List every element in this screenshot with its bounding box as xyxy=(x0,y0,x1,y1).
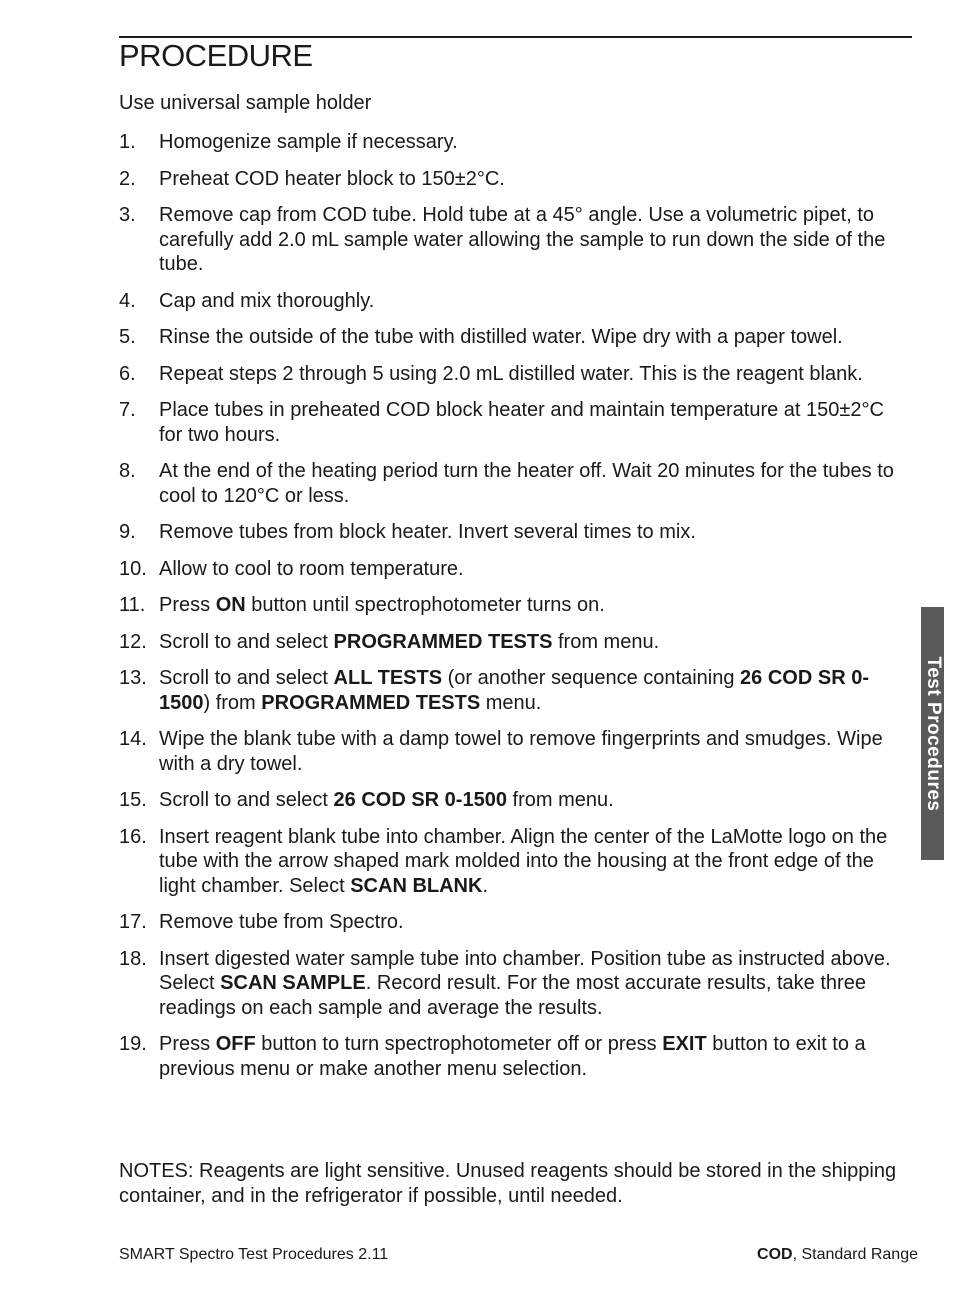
step-number: 15. xyxy=(119,789,147,811)
procedure-step xyxy=(119,203,912,277)
procedure-step xyxy=(119,1032,912,1081)
step-emphasis: ALL TESTS xyxy=(333,667,443,689)
step-text: Cap and mix thoroughly. xyxy=(159,289,375,312)
step-number: 5. xyxy=(119,326,136,348)
step-text: menu. xyxy=(480,691,542,714)
procedure-step xyxy=(119,910,912,935)
step-text: Remove cap from COD tube. Hold tube at a 45° angle. Use a volumetric pipet, to carefully add 2.0 mL sample water allowing the sample to run down the side of the tube. xyxy=(159,204,886,275)
step-emphasis: 26 COD SR 0-1500 xyxy=(333,789,507,811)
intro-text: Use universal sample holder xyxy=(119,92,372,114)
procedure-step xyxy=(119,325,912,350)
step-number: 16. xyxy=(119,825,147,848)
step-number: 3. xyxy=(119,204,136,226)
step-text: Rinse the outside of the tube with distilled water. Wipe dry with a paper towel. xyxy=(159,326,843,348)
notes-text: NOTES: Reagents are light sensitive. Unused reagents should be stored in the shipping container, and in the refrigerator if possible, until needed. xyxy=(119,1160,897,1207)
footer-left: SMART Spectro Test Procedures 2.11 xyxy=(119,1246,389,1263)
step-text: button until spectrophotometer turns on. xyxy=(245,594,605,616)
procedure-step xyxy=(119,727,912,776)
procedure-steps xyxy=(119,130,912,1093)
step-text: Place tubes in preheated COD block heater and maintain temperature at 150±2°C for two hours. xyxy=(159,399,884,446)
step-number: 13. xyxy=(119,667,147,689)
step-text: from menu. xyxy=(506,789,614,811)
step-number: 6. xyxy=(119,362,136,385)
step-text: . xyxy=(482,874,488,897)
step-text: Allow to cool to room temperature. xyxy=(159,557,464,580)
step-text: from menu. xyxy=(552,630,660,653)
step-text: Press xyxy=(159,1033,216,1055)
step-emphasis: PROGRAMMED TESTS xyxy=(333,630,553,653)
step-text: ) from xyxy=(203,691,262,714)
step-emphasis: EXIT xyxy=(662,1033,707,1055)
step-text: At the end of the heating period turn the heater off. Wait 20 minutes for the tubes to cool to 120°C or less. xyxy=(159,460,894,507)
step-number: 1. xyxy=(119,131,136,153)
step-number: 8. xyxy=(119,460,136,482)
step-emphasis: OFF xyxy=(215,1033,256,1055)
step-number: 12. xyxy=(119,630,147,653)
step-number: 10. xyxy=(119,557,147,580)
step-number: 18. xyxy=(119,947,147,970)
step-text: Wipe the blank tube with a damp towel to remove fingerprints and smudges. Wipe with a dry towel. xyxy=(159,728,883,775)
step-text: Remove tubes from block heater. Invert several times to mix. xyxy=(159,521,696,543)
procedure-step xyxy=(119,520,912,545)
step-emphasis: SCAN BLANK xyxy=(350,874,483,897)
step-text: Remove tube from Spectro. xyxy=(159,911,404,933)
step-emphasis: ON xyxy=(215,594,246,616)
procedure-step xyxy=(119,557,912,582)
footer-test-range: , Standard Range xyxy=(792,1246,918,1263)
step-emphasis: 26 COD SR 0-1500 xyxy=(159,667,869,714)
section-side-tab xyxy=(921,607,944,860)
step-text: Insert reagent blank tube into chamber. Align the center of the LaMotte logo on the tube with the arrow shaped mark molded into the housing at the front edge of the light chamber. Select xyxy=(159,825,888,897)
side-tab-label: Test Procedures xyxy=(922,656,944,811)
procedure-step xyxy=(119,289,912,314)
procedure-step xyxy=(119,167,912,192)
procedure-step xyxy=(119,630,912,655)
step-number: 17. xyxy=(119,911,147,933)
step-number: 14. xyxy=(119,728,147,750)
procedure-step xyxy=(119,362,912,387)
step-emphasis: SCAN SAMPLE xyxy=(220,972,366,994)
step-number: 2. xyxy=(119,167,136,190)
procedure-step xyxy=(119,666,912,715)
step-number: 4. xyxy=(119,289,136,312)
procedure-step xyxy=(119,788,912,813)
step-text: button to turn spectrophotometer off or press xyxy=(255,1033,663,1055)
procedure-step xyxy=(119,947,912,1021)
footer-test-name: COD xyxy=(757,1246,793,1263)
step-text: (or another sequence containing xyxy=(442,667,741,689)
page-title: PROCEDURE xyxy=(119,38,313,73)
step-number: 9. xyxy=(119,521,136,543)
step-text: Insert digested water sample tube into chamber. Position tube as instructed above. Select xyxy=(159,947,891,994)
step-text: Scroll to and select xyxy=(159,630,334,653)
step-number: 19. xyxy=(119,1033,147,1055)
procedure-step xyxy=(119,398,912,447)
step-text: Scroll to and select xyxy=(159,667,334,689)
step-text: Press xyxy=(159,594,216,616)
step-text: Homogenize sample if necessary. xyxy=(159,131,458,153)
procedure-step xyxy=(119,825,912,899)
step-text: . Record result. For the most accurate results, take three readings on each sample and average the results. xyxy=(159,972,866,1019)
step-text: Repeat steps 2 through 5 using 2.0 mL distilled water. This is the reagent blank. xyxy=(159,362,863,385)
step-number: 11. xyxy=(119,594,146,616)
step-text: button to exit to a previous menu or make another menu selection. xyxy=(159,1033,866,1080)
procedure-step xyxy=(119,459,912,508)
step-number: 7. xyxy=(119,399,136,421)
procedure-step xyxy=(119,130,912,155)
footer-right xyxy=(757,1246,918,1264)
procedure-step xyxy=(119,593,912,618)
step-text: Preheat COD heater block to 150±2°C. xyxy=(159,167,505,190)
step-emphasis: PROGRAMMED TESTS xyxy=(261,691,481,714)
step-text: Scroll to and select xyxy=(159,789,334,811)
